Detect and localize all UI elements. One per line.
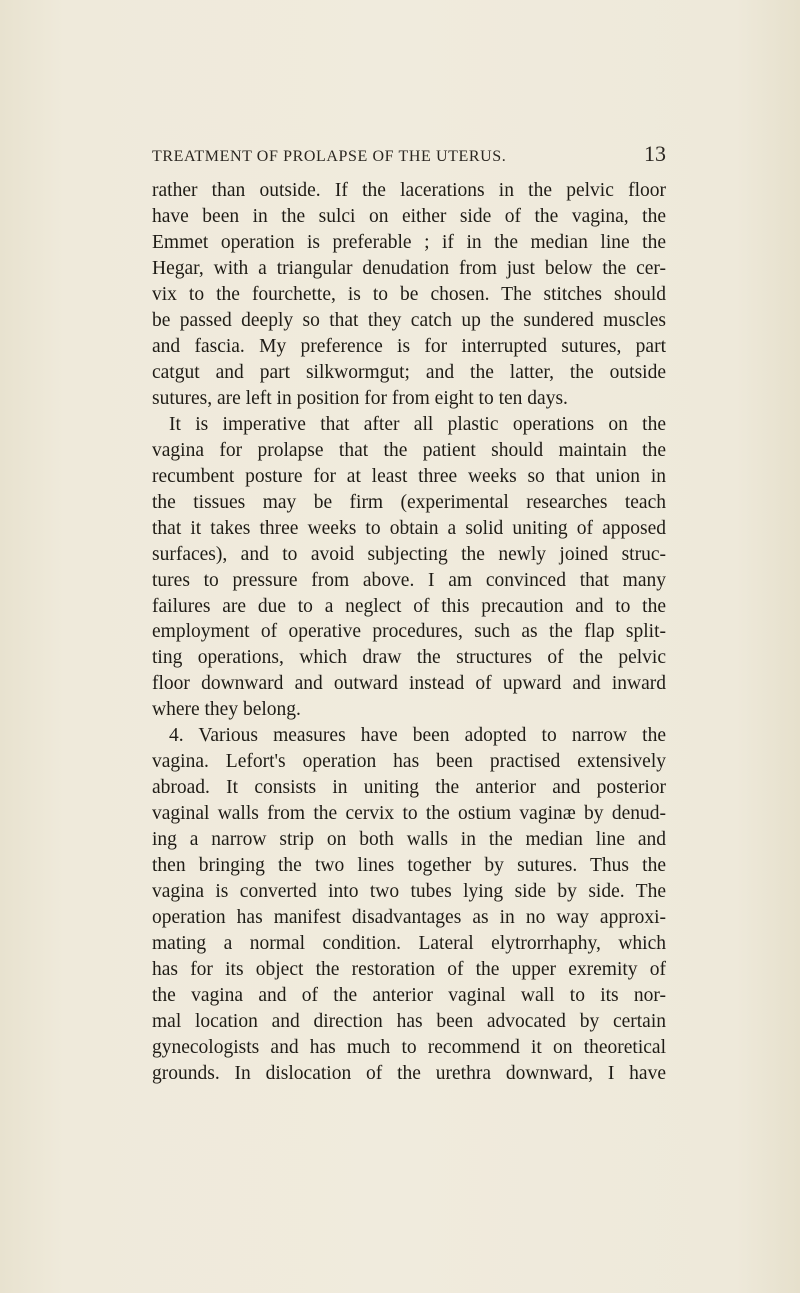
text-line: ting operations, which draw the structures of the pelvic: [152, 647, 666, 669]
text-line: mating a normal condition. Lateral elytrorrhaphy, which: [152, 933, 666, 955]
text-line: have been in the sulci on either side of the vagina, the: [152, 205, 666, 227]
text-line: and fascia. My preference is for interrupted sutures, part: [152, 335, 666, 357]
text-line: vix to the fourchette, is to be chosen. The stitches should: [152, 283, 666, 305]
text-line: Hegar, with a triangular denudation from just below the cer-: [152, 257, 666, 279]
text-line: vagina is converted into two tubes lying side by side. The: [152, 881, 666, 903]
text-line: floor downward and outward instead of upward and inward: [152, 673, 666, 695]
body-text: [152, 178, 666, 1087]
running-head: [152, 141, 666, 171]
text-line: sutures, are left in position for from eight to ten days.: [152, 387, 568, 409]
text-line: employment of operative procedures, such as the flap split-: [152, 621, 666, 643]
text-line: catgut and part silkwormgut; and the latter, the outside: [152, 361, 666, 383]
text-line: tures to pressure from above. I am convinced that many: [152, 569, 666, 591]
text-line: has for its object the restoration of the upper exremity of: [152, 959, 666, 981]
text-line: vagina for prolapse that the patient should maintain the: [152, 439, 666, 461]
text-line: vagina. Lefort's operation has been practised extensively: [152, 751, 666, 773]
text-line: operation has manifest disadvantages as in no way approxi-: [152, 907, 666, 929]
text-line: surfaces), and to avoid subjecting the newly joined struc-: [152, 543, 666, 565]
text-line: be passed deeply so that they catch up the sundered muscles: [152, 309, 666, 331]
text-line: vaginal walls from the cervix to the ostium vaginæ by denud-: [152, 803, 666, 825]
page-number: 13: [644, 141, 666, 166]
text-line: failures are due to a neglect of this precaution and to the: [152, 595, 666, 617]
text-line: mal location and direction has been advocated by certain: [152, 1011, 666, 1032]
paragraph-start-line: 4. Various measures have been adopted to narrow the: [169, 725, 666, 747]
text-line: gynecologists and has much to recommend it on theoretical: [152, 1036, 666, 1058]
text-line: ing a narrow strip on both walls in the median line and: [152, 829, 666, 851]
text-line: the tissues may be firm (experimental researches teach: [152, 491, 666, 513]
text-line: rather than outside. If the lacerations in the pelvic floor: [152, 180, 666, 201]
text-line: Emmet operation is preferable ; if in the median line the: [152, 231, 666, 253]
paragraph-start-line: It is imperative that after all plastic operations on the: [169, 413, 666, 435]
text-line: abroad. It consists in uniting the anterior and posterior: [152, 777, 666, 799]
running-title: TREATMENT OF PROLAPSE OF THE UTERUS.: [152, 148, 507, 165]
text-line: then bringing the two lines together by sutures. Thus the: [152, 855, 666, 877]
text-line: where they belong.: [152, 699, 301, 721]
text-line: the vagina and of the anterior vaginal wall to its nor-: [152, 985, 666, 1007]
text-line: grounds. In dislocation of the urethra downward, I have: [152, 1062, 666, 1084]
text-line: recumbent posture for at least three weeks so that union in: [152, 465, 666, 487]
text-line: that it takes three weeks to obtain a solid uniting of apposed: [152, 517, 666, 539]
